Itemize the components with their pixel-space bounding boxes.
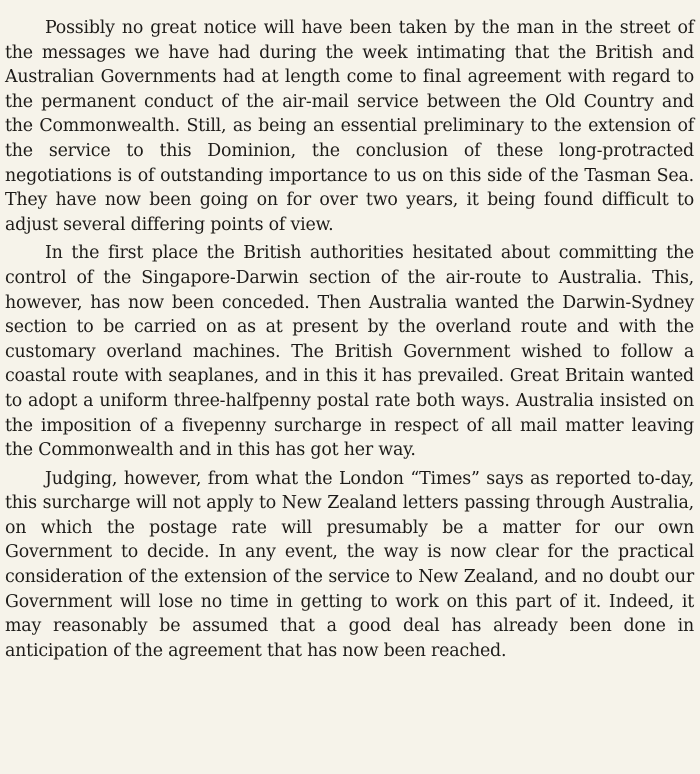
paragraph-1: Possibly no great notice will have been taken by the man in the street of the messages we have had during the week intimating that the British and Australian Governments had at length come to final agreement with regard to the permanent conduct of the air-mail service between the Old Country and the Commonwealth. Still, as being an essential preliminary to the extension of the service to this Dominion, the conclusion of these long-protracted negotiations is of outstanding importance to us on this side of the Tasman Sea. They have now been going on for over two years, it being found difficult to adjust several differing points of view. (5, 18, 694, 235)
paragraph-2: In the first place the British authorities hesitated about committing the control of the Singapore-Darwin section of the air-route to Australia. This, however, has now been conceded. Then Australia wanted the Darwin-Sydney section to be carried on as at present by the overland route and with the customary overland machines. The British Government wished to follow a coastal route with seaplanes, and in this it has prevailed. Great Britain wanted to adopt a uniform three-halfpenny postal rate both ways. Australia insisted on the imposition of a fivepenny surcharge in respect of all mail matter leaving the Commonwealth and in this has got her way. (5, 243, 694, 461)
paragraph-3: Judging, however, from what the London “Times” says as reported to-day, this surcharge will not apply to New Zealand letters passing through Australia, on which the postage rate will presumably be a matter for our own Government to decide. In any event, the way is now clear for the practical consideration of the extension of the service to New Zealand, and no doubt our Government will lose no time in getting to work on this part of it. Indeed, it may reasonably be assumed that a good deal has already been done in anticipation of the agreement that has now been reached. (5, 468, 694, 661)
